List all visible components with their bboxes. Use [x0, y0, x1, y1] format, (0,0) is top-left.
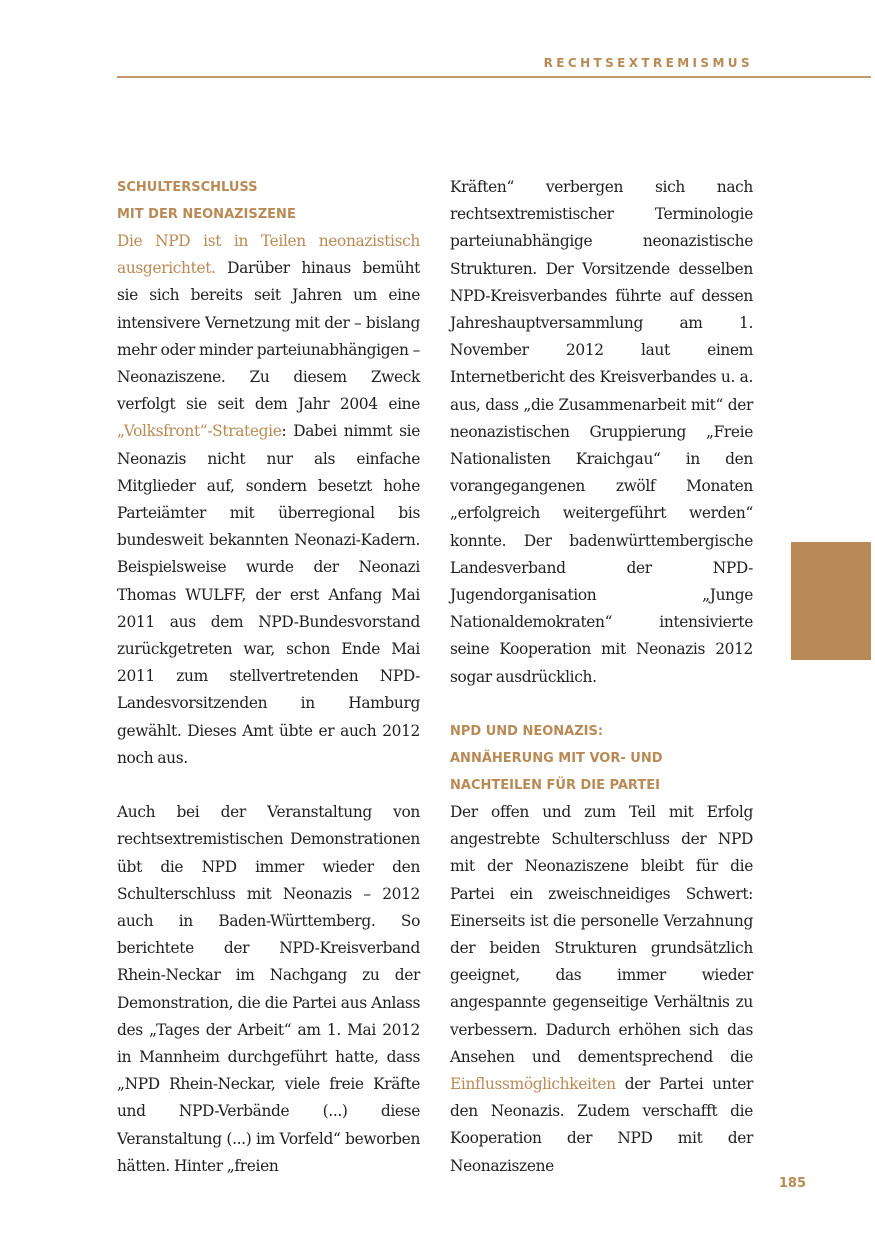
section-heading-npd-neonazis [450, 718, 753, 799]
heading-line: ANNÄHERUNG MIT VOR- UND [450, 751, 663, 767]
paragraph-text: Der offen und zum Teil mit Erfolg angestrebte Schulterschluss der NPD mit der Neonaziszene bleibt für die Partei ein zweischneidiges Schwert: Einerseits ist die personelle Verzahnung der beiden Strukturen grundsätzlich geeignet, das immer wieder angespannte gegenseitige Verhältnis zu verbessern. Dadurch erhöhen sich das Ansehen und dementsprechend die [450, 803, 753, 1066]
paragraph-text: : Dabei nimmt sie Neonazis nicht nur als einfache Mitglieder auf, sondern besetzt hohe Parteiämter mit überregional bis bundesweit bekannten Neonazi-Kadern. Beispielsweise wurde der Neonazi Thomas WULFF, der erst Anfang Mai 2011 aus dem NPD-Bundesvorstand zurückgetreten war, schon Ende Mai 2011 zum stellvertretenden NPD-Landesvorsitzenden in Hamburg gewählt. Dieses Amt übte er auch 2012 noch aus. [117, 422, 420, 767]
paragraph: Kräften“ verbergen sich nach rechtsextremistischer Terminologie parteiunabhängige neonazistische Strukturen. Der Vorsitzende desselben NPD-Kreisverbandes führte auf dessen Jahreshauptversammlung am 1. November 2012 laut einem Internetbericht des Kreisverbandes u. a. aus, dass „die Zusammenarbeit mit“ der neonazistischen Gruppierung „Freie Nationalisten Kraichgau“ in den vorangegangenen zwölf Monaten „erfolgreich weitergeführt werden“ konnte. Der badenwürttembergische Landesverband der NPD-Jugendorganisation „Junge Nationaldemokraten“ intensivierte seine Kooperation mit Neonazis 2012 sogar ausdrücklich. [450, 178, 753, 686]
lead-sentence: Die NPD ist in Teilen neonazistisch ausgerichtet. [117, 232, 420, 278]
running-head: RECHTSEXTREMISMUS [543, 56, 753, 70]
heading-line: SCHULTERSCHLUSS [117, 180, 258, 195]
glossary-link-volksfront[interactable]: „Volksfront“-Strategie [117, 422, 282, 441]
paragraph [450, 799, 753, 1180]
glossary-link-einflussmoeglichkeiten[interactable]: Einflussmöglichkeiten [450, 1075, 616, 1094]
heading-line: MIT DER NEONAZISZENE [117, 207, 296, 222]
paragraph: Auch bei der Veranstaltung von rechtsextremistischen Demonstrationen übt die NPD immer wieder den Schulterschluss mit Neonazis – 2012 auch in Baden-Württemberg. So berichtete der NPD-Kreisverband Rhein-Neckar im Nachgang zu der Demonstration, die die Partei aus Anlass des „Tages der Arbeit“ am 1. Mai 2012 in Mannheim durchgeführt hatte, dass „NPD Rhein-Neckar, viele freie Kräfte und NPD-Verbände (...) diese Veranstaltung (...) im Vorfeld“ beworben hätten. Hinter „freien [117, 803, 420, 1175]
paragraph-text: der Partei unter den Neonazis. Zudem verschafft die Kooperation der NPD mit der Neonaziszene [450, 1075, 753, 1175]
paragraph-text: Darüber hinaus bemüht sie sich bereits seit Jahren um eine intensivere Vernetzung mit der – bislang mehr oder minder parteiunabhängigen – Neonaziszene. Zu diesem Zweck verfolgt sie seit dem Jahr 2004 eine [117, 259, 420, 414]
right-column [450, 174, 753, 1180]
heading-line: NACHTEILEN FÜR DIE PARTEI [450, 778, 660, 794]
header-rule [117, 76, 871, 78]
left-column [117, 174, 420, 1180]
page-number: 185 [778, 1176, 806, 1191]
heading-line: NPD UND NEONAZIS: [450, 724, 604, 740]
section-heading-schulterschluss [117, 174, 420, 228]
chapter-tab [791, 542, 871, 660]
paragraph [117, 228, 420, 772]
